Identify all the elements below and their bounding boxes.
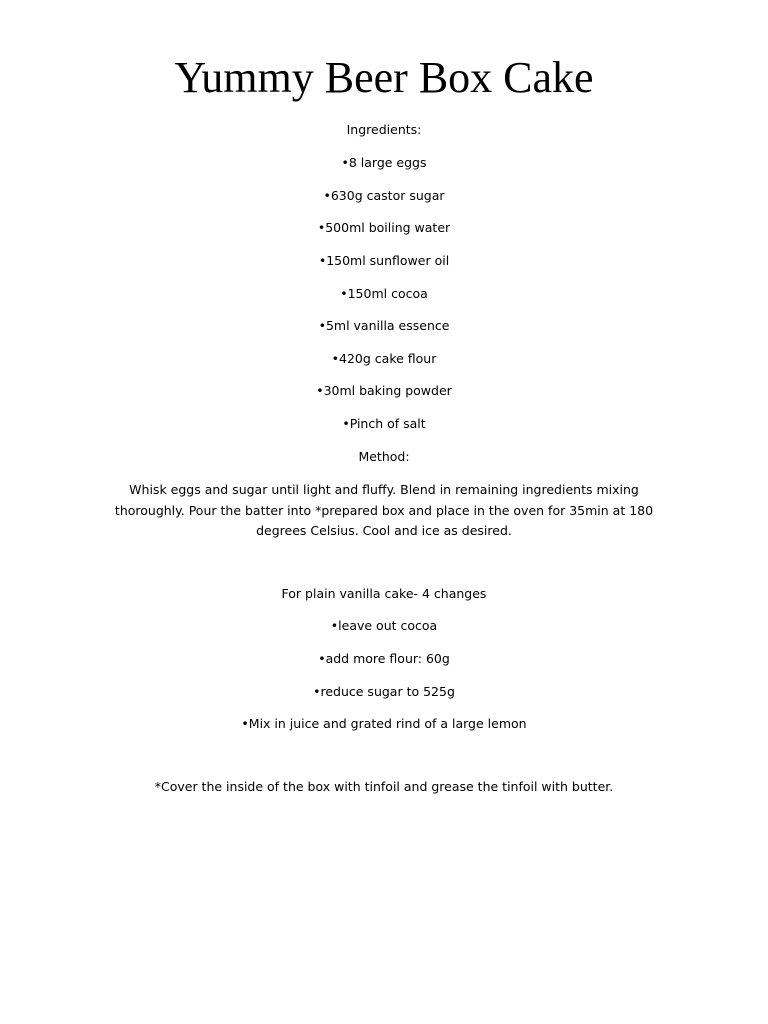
bullet-icon: •	[313, 684, 321, 699]
ingredient-item	[0, 415, 768, 433]
variation-heading: For plain vanilla cake- 4 changes	[281, 586, 487, 601]
bullet-icon: •	[331, 351, 340, 366]
ingredient-item	[0, 154, 768, 172]
ingredient-text: 420g cake flour	[339, 351, 437, 366]
ingredient-item	[0, 317, 768, 335]
bullet-icon: •	[317, 220, 326, 235]
variation-item	[0, 683, 768, 701]
bullet-icon: •	[318, 253, 327, 268]
bullet-icon: •	[316, 383, 324, 398]
variation-text: leave out cocoa	[338, 618, 438, 633]
ingredient-text: Pinch of salt	[349, 416, 426, 431]
ingredient-item	[0, 252, 768, 270]
bullet-icon: •	[241, 716, 249, 731]
bullet-icon: •	[318, 318, 326, 333]
bullet-icon: •	[323, 188, 331, 203]
variation-item	[0, 617, 768, 635]
ingredient-text: 630g castor sugar	[330, 188, 445, 203]
variation-item	[0, 715, 768, 733]
ingredient-text: 500ml boiling water	[325, 220, 451, 235]
ingredient-text: 150ml cocoa	[347, 286, 428, 301]
bullet-icon: •	[318, 651, 326, 666]
ingredient-item	[0, 285, 768, 303]
ingredient-item	[0, 219, 768, 237]
bullet-icon: •	[342, 416, 350, 431]
bullet-icon: •	[340, 286, 348, 301]
method-paragraph: Whisk eggs and sugar until light and fluffy. Blend in remaining ingredients mixing thoroughly. Pour the batter into *prepared box and place in the oven for 35min at 180 degrees Celsius. Cool and ice as desired.	[114, 482, 654, 538]
variation-text: add more flour: 60g	[325, 651, 450, 666]
ingredient-text: 8 large eggs	[348, 155, 427, 170]
variation-text: Mix in juice and grated rind of a large lemon	[248, 716, 527, 731]
ingredient-item	[0, 350, 768, 368]
bullet-icon: •	[330, 618, 339, 633]
ingredients-heading: Ingredients:	[346, 122, 422, 137]
ingredient-text: 5ml vanilla essence	[325, 318, 450, 333]
bullet-icon: •	[341, 155, 349, 170]
page-title: Yummy Beer Box Cake	[174, 53, 594, 102]
ingredient-item	[0, 382, 768, 400]
ingredient-item	[0, 187, 768, 205]
method-heading: Method:	[358, 449, 410, 464]
ingredient-text: 30ml baking powder	[323, 383, 452, 398]
footnote: *Cover the inside of the box with tinfoil and grease the tinfoil with butter.	[154, 779, 614, 794]
variation-text: reduce sugar to 525g	[320, 684, 455, 699]
ingredient-text: 150ml sunflower oil	[326, 253, 450, 268]
variation-item	[0, 650, 768, 668]
